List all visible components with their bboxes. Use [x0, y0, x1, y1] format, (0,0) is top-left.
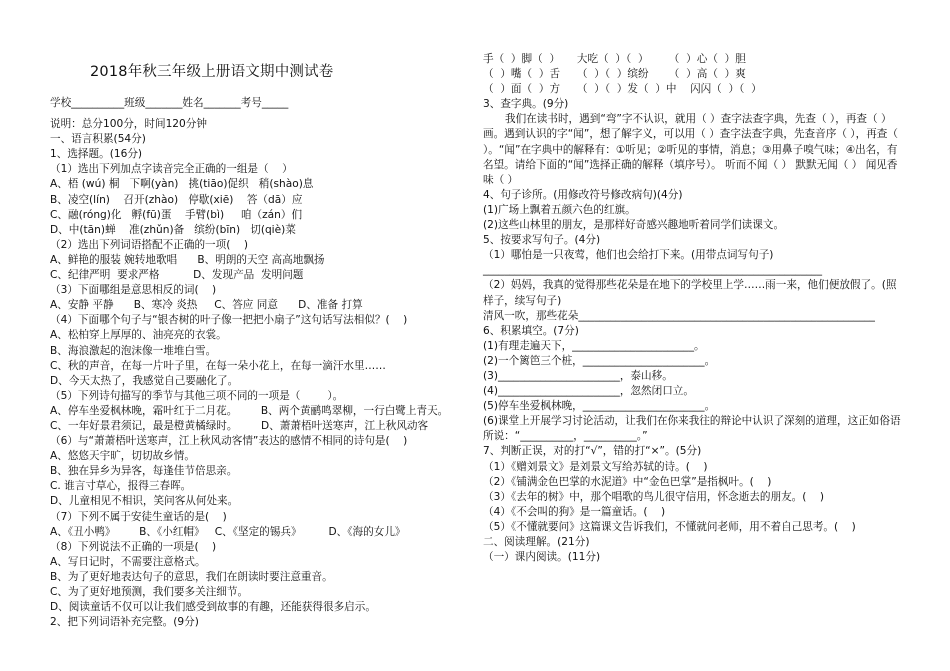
question-line: (2)一个篱笆三个桩，_______________________。 — [483, 354, 716, 367]
question-line: (3)_______________________，泰山移。 — [483, 369, 673, 382]
question-line: 二、阅读理解。(21分) — [483, 536, 590, 548]
question-line: A、松柏穿上厚厚的、油亮亮的衣裳。 — [50, 329, 227, 342]
question-line: 说明：总分100分，时间120分钟 — [50, 118, 207, 131]
question-line: （8）下列说法不正确的一项是( ) — [50, 540, 217, 553]
question-line: 5、按要求写句子。(4分) — [483, 234, 601, 247]
question-line: 3、查字典。(9分) — [483, 98, 569, 111]
question-line: （ ）面（ ）方 （ ）（ ）发（ ）中 闪闪（ ）（ ） — [483, 83, 762, 96]
idiom-fill-lines — [483, 52, 903, 112]
question-line: (1)广场上飘着五颜六色的红旗。 — [483, 203, 636, 216]
question-line: B、海浪激起的泡沫像一堆堆白雪。 — [50, 344, 217, 357]
question-line: B、独在异乡为异客，每逢佳节倍思亲。 — [50, 465, 238, 478]
question-line: A、停车坐爱枫林晚，霜叶红于二月花。 B、两个黄鹂鸣翠柳，一行白鹭上青天。 — [50, 404, 449, 417]
question-line: D、中(tān)蝉 准(zhǔn)备 缤纷(bīn) 切(qiè)菜 — [50, 223, 296, 236]
question-line: A、梧 (wú) 桐 下啊(yàn) 挑(tiāo)促织 稍(shào)息 — [50, 178, 314, 191]
question-line: C、一年好景君须记，最是橙黄橘绿时。 D、萧萧梧叶送寒声，江上秋风动客 — [50, 419, 429, 432]
accumulation-section — [483, 324, 903, 415]
question-line: （3）下面哪组是意思相反的词( ) — [50, 284, 217, 297]
item-6-paragraph: (6)课堂上开展学习讨论活动，让我们在你来我往的辩论中认识了深刻的道理，这正如俗语所说：“__________，__________。” — [483, 415, 901, 443]
question-line: A、悠悠天宇旷，切切故乡情。 — [50, 450, 195, 463]
question-line: C、为了更好地预测，我们要多关注细节。 — [50, 586, 249, 598]
question-line: C、秋的声音，在每一片叶子里，在每一朵小花上，在每一滴汗水里…… — [50, 359, 386, 372]
question-line: 手（ ）脚（ ） 大吃（ ）（ ） （ ）心（ ）胆 — [483, 53, 746, 65]
question-line: 4、句子诊所。(用修改符号修改病句)(4分) — [483, 188, 683, 201]
question-line: （5）《不懂就要问》这篇课文告诉我们，不懂就问老师，用不着自己思考。( ) — [483, 520, 856, 533]
question-line: 6、积累填空。(7分) — [483, 324, 579, 337]
question-line: C、纪律严明 要求严格 D、发现产品 发明问题 — [50, 269, 304, 282]
question-line: （3）《去年的树》中，那个唱歌的鸟儿很守信用，怀念逝去的朋友。( ) — [483, 490, 824, 503]
question-line: （6）与“萧萧梧叶送寒声，江上秋风动客情”表达的感情不相同的诗句是( ) — [50, 435, 408, 448]
question-line: （7）下列不属于安徒生童话的是( ) — [50, 510, 227, 523]
question-line: （1）选出下列加点字读音完全正确的一组是（ ） — [50, 163, 293, 176]
question-line: D、阅读童话不仅可以让我们感受到故事的有趣，还能获得很多启示。 — [50, 601, 376, 614]
question-line: C. 谁言寸草心，报得三春晖。 — [50, 480, 192, 493]
question-line: 一、语言积累(54分) — [50, 133, 146, 146]
sentence-section — [483, 188, 903, 263]
question-line: (4)_______________________，忽然闭口立。 — [483, 385, 694, 398]
judgement-section — [483, 444, 903, 565]
right-column — [483, 0, 903, 565]
question-line: C、融(róng)化 孵(fū)蛋 手臂(bì) 咱（zán）们 — [50, 208, 303, 221]
question-line: （2）选出下列词语搭配不正确的一项( ) — [50, 238, 248, 251]
student-info-line: 学校__________班级_______姓名_______考号_____ — [50, 97, 289, 109]
question-line: 7、判断正误，对的打“√”，错的打“×”。(5分) — [483, 445, 702, 458]
question-line: A、《丑小鸭》 B、《小红帽》 C、《坚定的锡兵》 D、《海的女儿》 — [50, 525, 406, 538]
dict-paragraph: 我们在读书时，遇到“弯”字不认识，就用（ ）查字法查字典，先查（ ），再查（ ）画。遇到认识的字“闻”，想了解字义，可以用（ ）查字法查字典，先查音序（ ），再查（ ）。“闻”在字典中的解释有：①听见；②听见的事情，消息；③用鼻子嗅气味；④出名，有名望。请给下面的“闻”选择正确的解释（填序号）。 听而不闻（ ） 默默无闻（ ） 闻见香味（ ） — [483, 113, 898, 186]
question-line: D、儿童相见不相识，笑问客从何处来。 — [50, 495, 239, 508]
question-line: (2)这些山林里的朋友，是那样好奇感兴趣地听着同学们读课文。 — [483, 219, 785, 232]
question-line: D、今天太热了，我感觉自己要融化了。 — [50, 374, 239, 387]
sentence-2-paragraph: （2）妈妈，我真的觉得那些花朵是在地下的学校里上学……雨一来，他们便放假了。(照样子，续写句子) — [483, 279, 897, 307]
question-line: B、凌空(lín) 召开(zhào) 停歇(xiē) 答（dā）应 — [50, 193, 303, 206]
question-line: （1）哪怕是一只夜莺，他们也会给打下来。(用带点词写句子) — [483, 249, 774, 262]
question-line: B、为了更好地表达句子的意思，我们在朗读时要注意重音。 — [50, 570, 333, 583]
answer-blank-line: ________________________________________________________________ — [483, 264, 822, 277]
question-line: A、安静 平静 B、寒冷 炎热 C、答应 同意 D、准备 打算 — [50, 299, 363, 312]
left-column — [50, 0, 455, 630]
question-line: （4）《不会叫的狗》是一篇童话。( ) — [483, 505, 666, 518]
page-title: 2018年秋三年级上册语文期中测试卷 — [90, 64, 334, 80]
sentence-2-fill: 清风一吹，那些花朵________________________________________________________ — [483, 309, 875, 322]
question-line: A、鲜艳的服装 婉转地歌唱 B、明朗的天空 高高地飘扬 — [50, 253, 325, 266]
question-line: 1、选择题。(16分) — [50, 148, 143, 161]
question-line: （5）下列诗句描写的季节与其他三项不同的一项是（ ）。 — [50, 389, 344, 402]
question-line: (5)停车坐爱枫林晚，_______________________。 — [483, 400, 716, 413]
question-line: 2、把下列词语补充完整。(9分) — [50, 616, 199, 629]
question-line: （一）课内阅读。(11分) — [483, 551, 601, 564]
question-line: A、写日记时，不需要注意格式。 — [50, 555, 206, 568]
question-line: （ ）嘴（ ）舌 （ ）（ ）缤纷 （ ）高（ ）爽 — [483, 68, 746, 81]
question-line: （2）《铺满金色巴掌的水泥道》中“金色巴掌”是指枫叶。( ) — [483, 475, 772, 488]
question-line: （1）《赠刘景文》是刘景文写给苏轼的诗。( ) — [483, 460, 708, 473]
left-lines — [50, 117, 455, 630]
question-line: (1)有理走遍天下，_______________________。 — [483, 339, 705, 352]
question-line: （4）下面哪个句子与“银杏树的叶子像一把把小扇子”这句话写法相似？( ) — [50, 314, 408, 327]
